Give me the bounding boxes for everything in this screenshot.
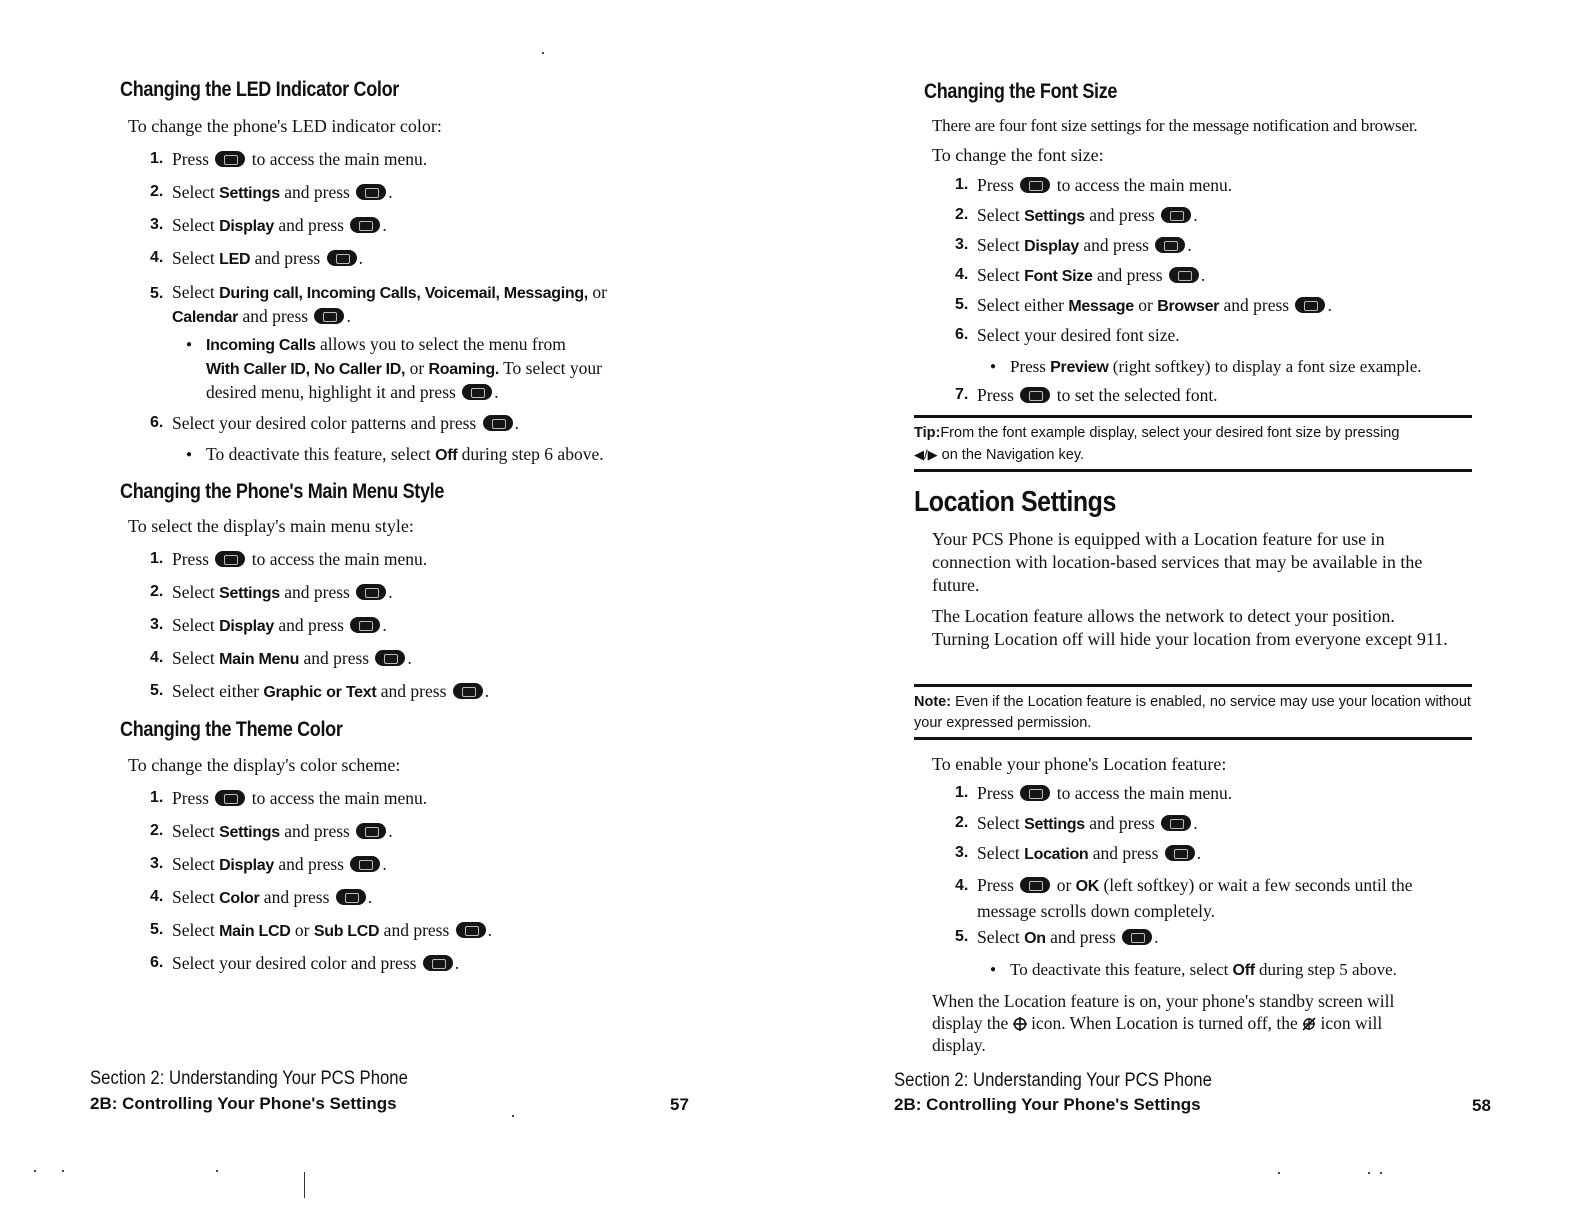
step-item: 5. Select Main LCD or Sub LCD and press . (150, 920, 493, 940)
bullet-incoming-calls: ● Incoming Calls allows you to select the menu from With Caller ID, No Caller ID, or Roaming. To select your desired menu, highlight it and press . (186, 333, 646, 404)
menu-ok-key-icon (456, 922, 486, 938)
menu-ok-key-icon (1161, 815, 1191, 831)
section-intro-main-menu: To select the display's main menu style: (128, 516, 414, 536)
scan-speck (1278, 1172, 1280, 1174)
step-item: 2. Select Settings and press . (150, 182, 393, 202)
menu-ok-key-icon (1020, 177, 1050, 193)
left-right-arrow-icon: ◀/▶ (914, 447, 938, 462)
right-page (792, 0, 1584, 1224)
section-heading-font-size: Changing the Font Size (924, 80, 1118, 103)
scan-speck (1368, 1172, 1370, 1174)
section-heading-location: Location Settings (914, 486, 1116, 518)
step-7-font (955, 385, 1218, 415)
location-para-1: Your PCS Phone is equipped with a Location feature for use in connection with location-based services that may be available in the future. (932, 529, 1423, 595)
steps-location (955, 783, 1413, 957)
section-intro-theme-color: To change the display's color scheme: (128, 755, 401, 775)
step-item: 6. Select your desired font size. (955, 325, 1180, 345)
menu-ok-key-icon (356, 823, 386, 839)
section-heading-main-menu: Changing the Phone's Main Menu Style (120, 480, 445, 503)
steps-theme-color (150, 788, 492, 986)
menu-ok-key-icon (1169, 267, 1199, 283)
menu-ok-key-icon (350, 856, 380, 872)
footer-chapter-title: 2B: Controlling Your Phone's Settings (90, 1094, 397, 1113)
step-item: 5. Select either Message or Browser and press . (955, 295, 1332, 315)
menu-ok-key-icon (1020, 877, 1050, 893)
menu-ok-key-icon (215, 790, 245, 806)
menu-ok-key-icon (462, 384, 492, 400)
menu-ok-key-icon (356, 584, 386, 600)
menu-ok-key-icon (215, 151, 245, 167)
steps-main-menu (150, 549, 489, 714)
menu-ok-key-icon (314, 308, 344, 324)
menu-ok-key-icon (336, 889, 366, 905)
footer-section-title: Section 2: Understanding Your PCS Phone (894, 1070, 1212, 1091)
menu-ok-key-icon (1161, 207, 1191, 223)
step-item: 1. Press to access the main menu. (955, 783, 1233, 803)
step-item: 3. Select Location and press . (955, 843, 1202, 863)
font-intro-1: There are four font size settings for the message notification and browser. (932, 116, 1418, 135)
scan-speck (542, 52, 544, 54)
step-item: 2. Select Settings and press . (955, 813, 1198, 833)
step-item: 5. Select On and press . (955, 927, 1159, 947)
steps-led (150, 149, 607, 327)
menu-ok-key-icon (327, 250, 357, 266)
step-item: 4. Select LED and press . (150, 248, 363, 268)
location-intro: To enable your phone's Location feature: (932, 754, 1227, 774)
menu-ok-key-icon (483, 415, 513, 431)
step-item: 3. Select Display and press . (150, 615, 387, 635)
step-item: 4. Press or OK (left softkey) or wait a few seconds until the message scrolls down completely. (955, 875, 1413, 921)
step-item: 2. Select Settings and press . (150, 582, 393, 602)
tip-box: Tip:From the font example display, select your desired font size by pressing ◀/▶ on the Navigation key. (914, 415, 1472, 472)
font-intro-2: To change the font size: (932, 145, 1104, 165)
menu-ok-key-icon (1295, 297, 1325, 313)
step-item: 5. Select During call, Incoming Calls, Voicemail, Messaging, or Calendar and press . (150, 282, 607, 326)
menu-ok-key-icon (1165, 845, 1195, 861)
step-item: 1. Press to access the main menu. (150, 549, 428, 569)
menu-ok-key-icon (375, 650, 405, 666)
bullet-deactivate-led: ● To deactivate this feature, select Off during step 6 above. (186, 443, 676, 467)
step-item: 4. Select Main Menu and press . (150, 648, 412, 668)
menu-ok-key-icon (1155, 237, 1185, 253)
step-item: 3. Select Display and press . (955, 235, 1192, 255)
note-box: Note: Even if the Location feature is enabled, no service may use your location without your expressed permission. (914, 684, 1472, 740)
menu-ok-key-icon (1122, 929, 1152, 945)
step-item: 2. Select Settings and press . (955, 205, 1198, 225)
scan-mark (304, 1172, 305, 1198)
scan-speck (62, 1170, 64, 1172)
step-item: 1. Press to access the main menu. (150, 149, 428, 169)
step-item: 1. Press to access the main menu. (150, 788, 428, 808)
location-closing: When the Location feature is on, your phone's standby screen will display the icon. When Location is turned off, the icon will display. (932, 991, 1395, 1055)
step-item: 3. Select Display and press . (150, 215, 387, 235)
menu-ok-key-icon (1020, 387, 1050, 403)
scan-speck (34, 1170, 36, 1172)
step-item: 4. Select Font Size and press . (955, 265, 1206, 285)
section-heading-led: Changing the LED Indicator Color (120, 78, 399, 101)
location-para-2: The Location feature allows the network to detect your position. Turning Location off will hide your location from everyone except 911. (932, 606, 1448, 649)
menu-ok-key-icon (453, 683, 483, 699)
bullet-deactivate-location: ● To deactivate this feature, select Off during step 5 above. (990, 958, 1510, 982)
menu-ok-key-icon (215, 551, 245, 567)
footer-section-title: Section 2: Understanding Your PCS Phone (90, 1068, 408, 1089)
scan-speck (1380, 1172, 1382, 1174)
step-item: 1. Press to access the main menu. (955, 175, 1233, 195)
location-on-icon (1013, 1014, 1027, 1028)
steps-font-size (955, 175, 1332, 355)
scan-speck (216, 1170, 218, 1172)
step-6-led (150, 413, 519, 443)
menu-ok-key-icon (350, 617, 380, 633)
step-item: 5. Select either Graphic or Text and press . (150, 681, 490, 701)
step-item: 6. Select your desired color and press . (150, 953, 460, 973)
menu-ok-key-icon (350, 217, 380, 233)
page-number: 58 (1472, 1096, 1491, 1115)
location-off-icon (1302, 1014, 1316, 1028)
menu-ok-key-icon (1020, 785, 1050, 801)
step-item: 4. Select Color and press . (150, 887, 373, 907)
scan-speck (512, 1115, 514, 1117)
step-item: 7. Press to set the selected font. (955, 385, 1218, 405)
step-item: 6. Select your desired color patterns and press . (150, 413, 519, 433)
menu-ok-key-icon (356, 184, 386, 200)
page-number: 57 (670, 1095, 689, 1114)
step-item: 2. Select Settings and press . (150, 821, 393, 841)
section-heading-theme-color: Changing the Theme Color (120, 718, 343, 741)
footer-chapter-title: 2B: Controlling Your Phone's Settings (894, 1095, 1201, 1114)
step-item: 3. Select Display and press . (150, 854, 387, 874)
menu-ok-key-icon (423, 955, 453, 971)
section-intro-led: To change the phone's LED indicator color: (128, 116, 442, 136)
bullet-preview: ● Press Preview (right softkey) to display a font size example. (990, 355, 1510, 379)
